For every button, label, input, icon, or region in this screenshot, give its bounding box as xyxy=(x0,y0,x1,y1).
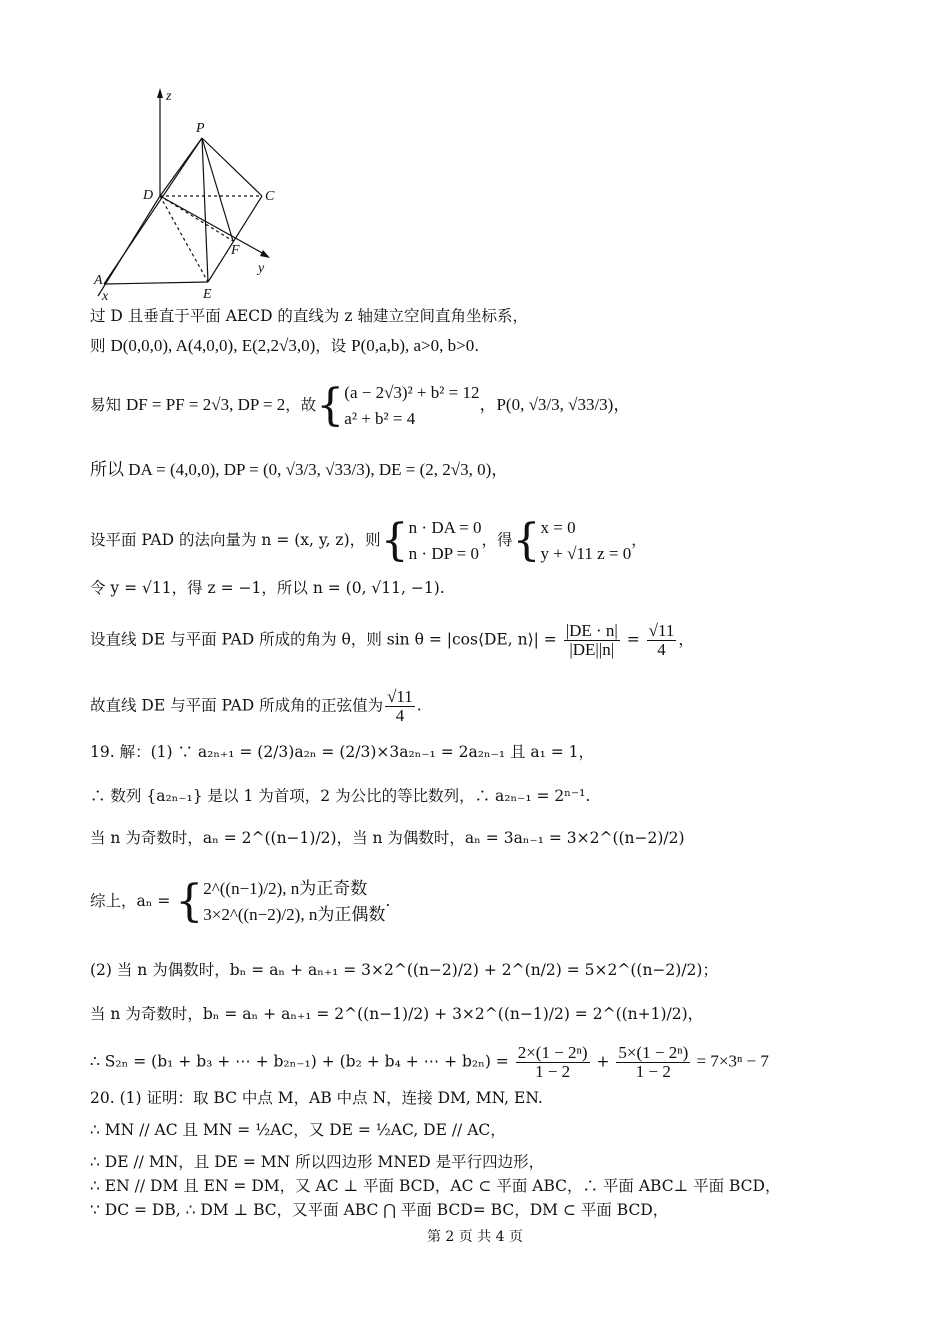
label-A: A xyxy=(94,273,103,288)
page-footer: 第 2 页 共 4 页 xyxy=(426,1229,524,1245)
text-line-9: 19. 解：(1) ∵ a₂ₙ₊₁ = (2/3)a₂ₙ = (2/3)×3a₂ₙ₋₁ = 2a₂ₙ₋₁ 且 a₁ = 1， xyxy=(90,743,595,761)
text-line-17: ∴ MN // AC 且 MN = ½AC，又 DE = ½AC, DE // AC， xyxy=(90,1121,506,1139)
label-x: x xyxy=(102,289,109,304)
text-line-10: ∴ 数列 {a₂ₙ₋₁} 是以 1 为首项，2 为公比的等比数列，∴ a₂ₙ₋₁ = 2ⁿ⁻¹. xyxy=(90,787,591,805)
text-line-13: (2) 当 n 为偶数时，bₙ = aₙ + aₙ₊₁ = 3×2^((n−2)/2) + 2^(n/2) = 5×2^((n−2)/2)； xyxy=(90,961,718,979)
pyramid-figure xyxy=(88,86,288,306)
text-line-11: 当 n 为奇数时，aₙ = 2^((n−1)/2)，当 n 为偶数时，aₙ = 3aₙ₋₁ = 3×2^((n−2)/2) xyxy=(90,829,685,847)
text-line-5: 设平面 PAD 的法向量为 n = (x, y, z)，则{n · DA = 0 n · DP = 0，得{x = 0 y + √11 z = 0， xyxy=(90,515,647,566)
label-D: D xyxy=(143,188,154,203)
text-line-20: ∵ DC = DB, ∴ DM ⊥ BC，又平面 ABC ⋂ 平面 BCD= BC，DM ⊂ 平面 BCD， xyxy=(90,1201,669,1219)
text-line-18: ∴ DE // MN，且 DE = MN 所以四边形 MNED 是平行四边形， xyxy=(90,1153,545,1171)
label-C: C xyxy=(265,189,275,204)
label-F: F xyxy=(231,243,240,258)
label-E: E xyxy=(203,287,212,302)
text-line-14: 当 n 为奇数时，bₙ = aₙ + aₙ₊₁ = 2^((n−1)/2) + 3×2^((n−1)/2) = 2^((n+1)/2)， xyxy=(90,1005,704,1023)
text-line-1: 过 D 且垂直于平面 AECD 的直线为 z 轴建立空间直角坐标系， xyxy=(90,307,528,325)
text-line-19: ∴ EN // DM 且 EN = DM，又 AC ⊥ 平面 BCD，AC ⊂ 平面 ABC，∴ 平面 ABC⊥ 平面 BCD， xyxy=(90,1177,781,1195)
text-line-3: 易知 DF = PF = 2√3, DP = 2，故{(a − 2√3)² + b² = 12 a² + b² = 4，P(0, √3/3, √33/3)， xyxy=(90,380,631,431)
text-line-4: 所以 DA = (4,0,0), DP = (0, √3/3, √33/3), DE = (2, 2√3, 0)， xyxy=(90,460,509,479)
text-line-6: 令 y = √11，得 z = −1，所以 n = (0, √11, −1). xyxy=(90,579,445,597)
text-line-15: ∴ S₂ₙ = (b₁ + b₃ + ⋯ + b₂ₙ₋₁) + (b₂ + b₄ + ⋯ + b₂ₙ) = $\frac{\text{2×(1 − 2ⁿ)}}{1 - 2}$ + $\frac{\text{5×(1 − 2ⁿ)}}{1 - 2}$ = 7×3ⁿ − 7 xyxy=(90,1043,769,1081)
text-line-2: 则 D(0,0,0), A(4,0,0), E(2,2√3,0)，设 P(0,a,b), a>0, b>0. xyxy=(90,336,480,355)
label-P: P xyxy=(196,121,205,136)
text-line-7: 设直线 DE 与平面 PAD 所成的角为 θ，则 sin θ = |cos⟨DE, n⟩| = $\frac{|DE \cdot n|}{|DE||n|}$ = $\frac{√11}{4}$ ， xyxy=(90,621,694,659)
label-z: z xyxy=(166,89,172,104)
text-line-8: 故直线 DE 与平面 PAD 所成角的正弦值为 $\frac{√11}{4}$ . xyxy=(90,687,422,725)
label-y: y xyxy=(258,261,265,276)
text-line-16: 20. (1) 证明：取 BC 中点 M，AB 中点 N，连接 DM, MN, EN. xyxy=(90,1089,543,1107)
text-line-12: 综上，aₙ = {2^((n−1)/2), n为正奇数 3×2^((n−2)/2), n为正偶数. xyxy=(90,876,391,927)
